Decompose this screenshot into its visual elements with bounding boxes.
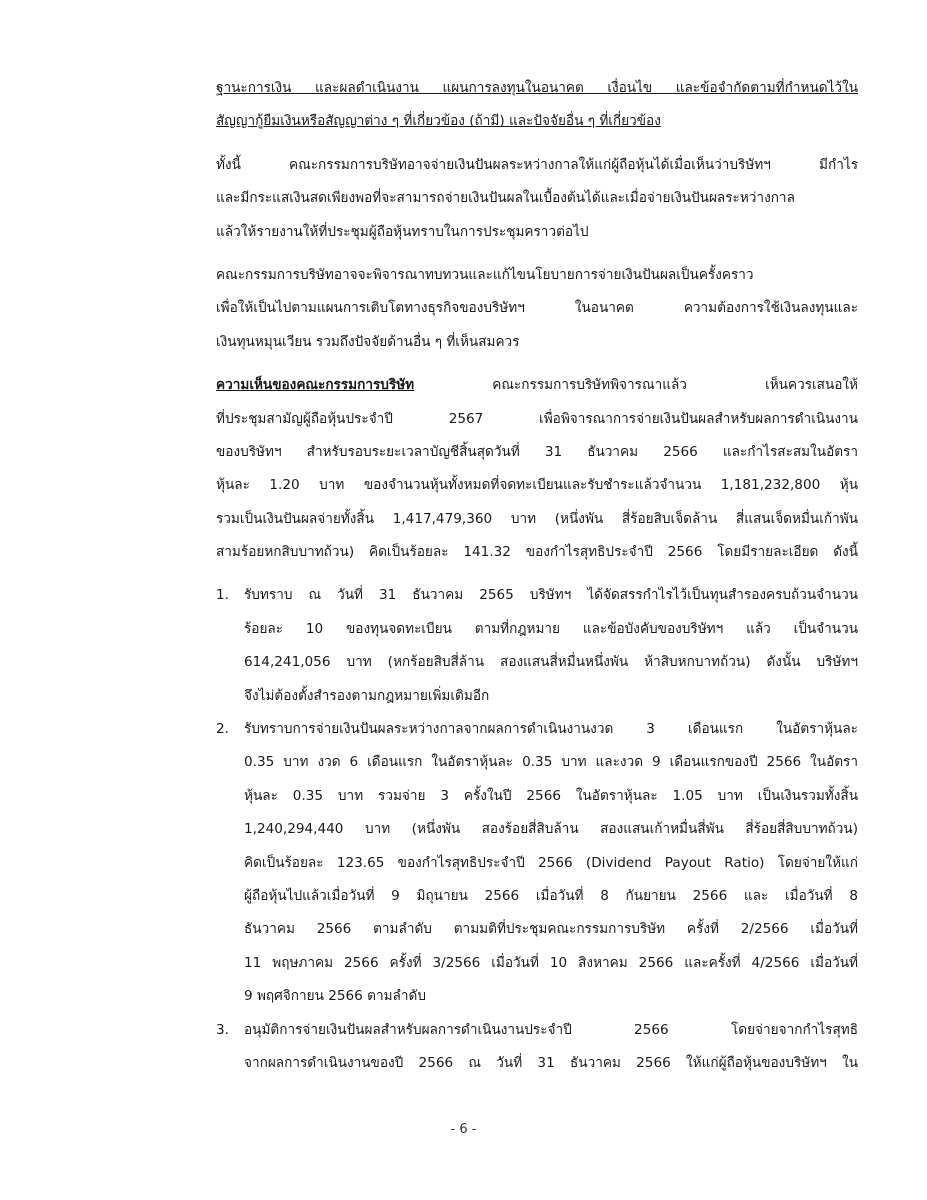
board-opinion-label: ความเห็นของคณะกรรมการบริษัท (216, 377, 415, 394)
list-item-line: จากผลการดำเนินงานของปี 2566 ณ วันที่ 31 ธันวาคม 2566 ให้แก่ผู้ถือหุ้นของบริษัทฯ ใน (244, 1054, 858, 1071)
paragraph-line: เพื่อให้เป็นไปตามแผนการเติบโตทางธุรกิจของบริษัทฯ ในอนาคต ความต้องการใช้เงินลงทุนและ (216, 300, 858, 317)
list-item-line: 1,240,294,440 บาท (หนึ่งพัน สองร้อยสี่สิบล้าน สองแสนเก้าหมื่นสี่พัน สี่ร้อยสี่สิบบาทถ้วน) (244, 821, 858, 838)
paragraph-line: ทั้งนี้ คณะกรรมการบริษัทอาจจ่ายเงินปันผลระหว่างกาลให้แก่ผู้ถือหุ้นได้เมื่อเห็นว่าบริษัทฯ มีกำไร (216, 156, 858, 173)
list-item-line: 11 พฤษภาคม 2566 ครั้งที่ 3/2566 เมื่อวันที่ 10 สิงหาคม 2566 และครั้งที่ 4/2566 เมื่อวันที่ (244, 954, 858, 971)
page-number: - 6 - (450, 1122, 477, 1137)
paragraph-line: เงินทุนหมุนเวียน รวมถึงปัจจัยด้านอื่น ๆ ที่เห็นสมควร (216, 333, 520, 350)
list-item-number: 1. (216, 587, 229, 604)
list-item-line: จึงไม่ต้องตั้งสำรองตามกฎหมายเพิ่มเติมอีก (244, 687, 490, 704)
paragraph-line: ที่ประชุมสามัญผู้ถือหุ้นประจำปี 2567 เพื่อพิจารณาการจ่ายเงินปันผลสำหรับผลการดำเนินงาน (216, 410, 858, 427)
list-item-line: ผู้ถือหุ้นไปแล้วเมื่อวันที่ 9 มิถุนายน 2566 เมื่อวันที่ 8 กันยายน 2566 และ เมื่อวันที่ 8 (244, 887, 858, 904)
paragraph-line (216, 369, 858, 402)
heading-line: ฐานะการเงิน และผลดำเนินงาน แผนการลงทุนในอนาคต เงื่อนไข และข้อจำกัดตามที่กำหนดไว้ใน (216, 80, 858, 96)
list-item-line: ร้อยละ 10 ของทุนจดทะเบียน ตามที่กฎหมาย และข้อบังคับของบริษัทฯ แล้ว เป็นจำนวน (244, 620, 858, 637)
paragraph-line: ของบริษัทฯ สำหรับรอบระยะเวลาบัญชีสิ้นสุดวันที่ 31 ธันวาคม 2566 และกำไรสะสมในอัตรา (216, 443, 858, 460)
list-item-line: 614,241,056 บาท (หกร้อยสิบสี่ล้าน สองแสนสี่หมื่นหนึ่งพัน ห้าสิบหกบาทถ้วน) ดังนั้น บริษัทฯ (244, 654, 858, 671)
list-item-line: 0.35 บาท งวด 6 เดือนแรก ในอัตราหุ้นละ 0.35 บาท และงวด 9 เดือนแรกของปี 2566 ในอัตรา (244, 754, 858, 771)
paragraph-line: คณะกรรมการบริษัทอาจจะพิจารณาทบทวนและแก้ไขนโยบายการจ่ายเงินปันผลเป็นครั้งคราว (216, 266, 754, 283)
list-item-number: 3. (216, 1021, 229, 1038)
list-item (216, 1014, 858, 1081)
policy-review-paragraph (216, 259, 858, 359)
paragraph-line: สามร้อยหกสิบบาทถ้วน) คิดเป็นร้อยละ 141.32 ของกำไรสุทธิประจำปี 2566 โดยมีรายละเอียด ดังนี้ (216, 544, 858, 561)
list-item-number: 2. (216, 721, 229, 738)
list-item-line: 9 พฤศจิกายน 2566 ตามลำดับ (244, 988, 426, 1005)
list-item-line: รับทราบการจ่ายเงินปันผลระหว่างกาลจากผลการดำเนินงานงวด 3 เดือนแรก ในอัตราหุ้นละ (244, 721, 858, 738)
paragraph-line: แล้วให้รายงานให้ที่ประชุมผู้ถือหุ้นทราบในการประชุมคราวต่อไป (216, 223, 589, 240)
list-item (216, 713, 858, 1014)
list-item-line: คิดเป็นร้อยละ 123.65 ของกำไรสุทธิประจำปี 2566 (Dividend Payout Ratio) โดยจ่ายให้แก่ (244, 854, 858, 871)
paragraph-line: หุ้นละ 1.20 บาท ของจำนวนหุ้นทั้งหมดที่จดทะเบียนและรับชำระแล้วจำนวน 1,181,232,800 หุ้น (216, 477, 858, 494)
heading-line: สัญญากู้ยืมเงินหรือสัญญาต่าง ๆ ที่เกี่ยวข้อง (ถ้ามี) และปัจจัยอื่น ๆ ที่เกี่ยวข้อง (216, 113, 661, 130)
board-opinion-text: คณะกรรมการบริษัทพิจารณาแล้ว เห็นควรเสนอให้ (414, 377, 858, 394)
list-item-line: อนุมัติการจ่ายเงินปันผลสำหรับผลการดำเนินงานประจำปี 2566 โดยจ่ายจากกำไรสุทธิ (244, 1021, 858, 1038)
list-item-line: รับทราบ ณ วันที่ 31 ธันวาคม 2565 บริษัทฯ ได้จัดสรรกำไรไว้เป็นทุนสำรองครบถ้วนจำนวน (244, 587, 858, 604)
policy-heading (216, 72, 858, 139)
list-item (216, 579, 858, 713)
board-opinion-paragraph (216, 369, 858, 569)
paragraph-line: รวมเป็นเงินปันผลจ่ายทั้งสิ้น 1,417,479,360 บาท (หนึ่งพัน สี่ร้อยสิบเจ็ดล้าน สี่แสนเจ็ดหมื่นเก้าพัน (216, 510, 858, 527)
list-item-line: หุ้นละ 0.35 บาท รวมจ่าย 3 ครั้งในปี 2566 ในอัตราหุ้นละ 1.05 บาท เป็นเงินรวมทั้งสิ้น (244, 787, 858, 804)
interim-dividend-paragraph (216, 149, 858, 249)
paragraph-line: และมีกระแสเงินสดเพียงพอที่จะสามารถจ่ายเงินปันผลในเบื้องต้นได้และเมื่อจ่ายเงินปันผลระหว่างกาล (216, 190, 795, 207)
list-item-line: ธันวาคม 2566 ตามลำดับ ตามมติที่ประชุมคณะกรรมการบริษัท ครั้งที่ 2/2566 เมื่อวันที่ (244, 921, 858, 938)
document-body (216, 72, 858, 1080)
